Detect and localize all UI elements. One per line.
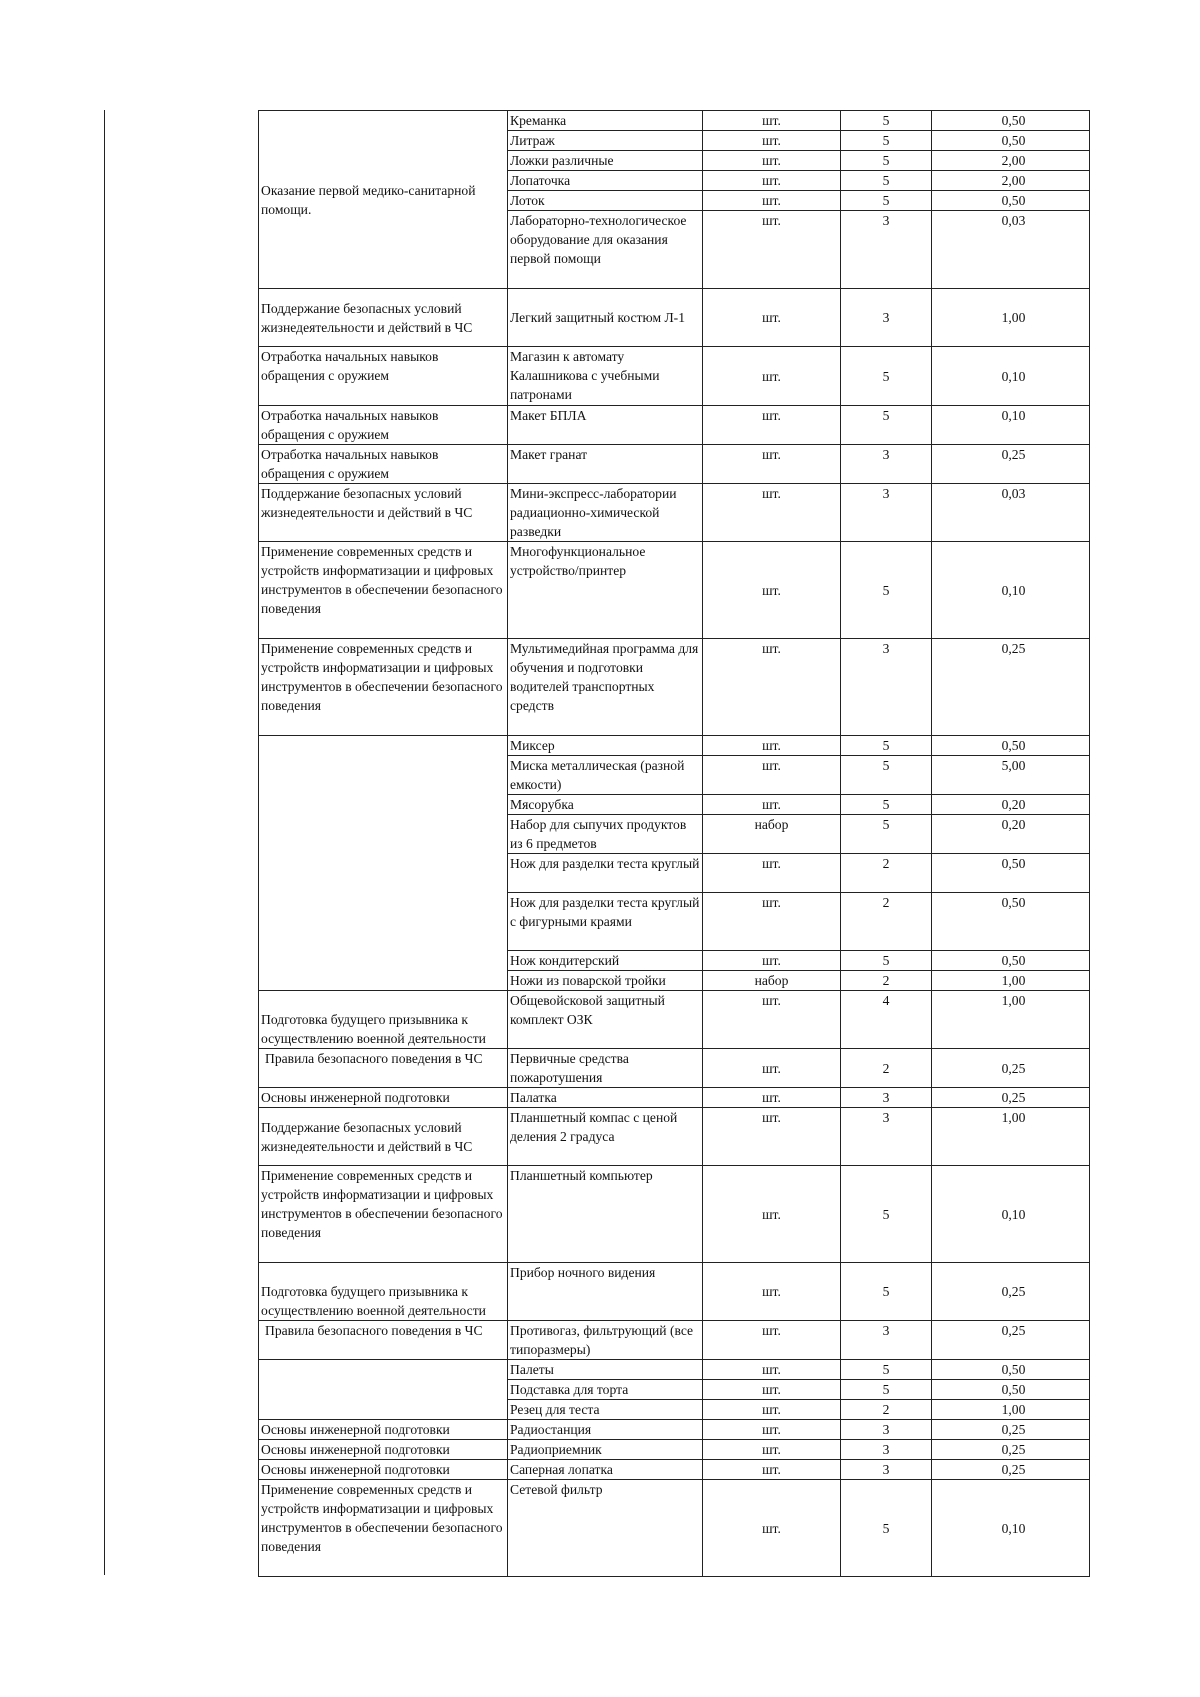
norm-cell: 0,25: [932, 1049, 1090, 1088]
qty-cell: 5: [841, 951, 932, 971]
purpose-cell: Поддержание безопасных условий жизнедеятельности и действий в ЧС: [259, 1108, 508, 1166]
purpose-cell: Подготовка будущего призывника к осуществлению военной деятельности: [259, 1263, 508, 1321]
qty-cell: 5: [841, 171, 932, 191]
table-row: [259, 1480, 1090, 1577]
qty-cell: 2: [841, 854, 932, 893]
purpose-cell: Основы инженерной подготовки: [259, 1460, 508, 1480]
item-cell: Ложки различные: [508, 151, 703, 171]
qty-cell: 5: [841, 347, 932, 406]
qty-cell: 5: [841, 111, 932, 131]
norm-cell: 1,00: [932, 971, 1090, 991]
table-row: [259, 1440, 1090, 1460]
purpose-cell: Применение современных средств и устройств информатизации и цифровых инструментов в обеспечении безопасного поведения: [259, 639, 508, 736]
purpose-cell: Основы инженерной подготовки: [259, 1088, 508, 1108]
unit-cell: шт.: [703, 854, 841, 893]
qty-cell: 5: [841, 1263, 932, 1321]
purpose-cell: Отработка начальных навыков обращения с оружием: [259, 347, 508, 406]
norm-cell: 0,50: [932, 191, 1090, 211]
qty-cell: 3: [841, 1088, 932, 1108]
table-row: [259, 1049, 1090, 1088]
item-cell: Палатка: [508, 1088, 703, 1108]
norm-cell: 0,25: [932, 1440, 1090, 1460]
qty-cell: 3: [841, 445, 932, 484]
qty-cell: 5: [841, 795, 932, 815]
table-row: [259, 639, 1090, 736]
unit-cell: шт.: [703, 1400, 841, 1420]
table-row: [259, 1460, 1090, 1480]
unit-cell: набор: [703, 971, 841, 991]
purpose-cell: [259, 736, 508, 991]
qty-cell: 2: [841, 893, 932, 951]
item-cell: Нож кондитерский: [508, 951, 703, 971]
unit-cell: шт.: [703, 1108, 841, 1166]
unit-cell: шт.: [703, 756, 841, 795]
norm-cell: 0,50: [932, 131, 1090, 151]
qty-cell: 3: [841, 484, 932, 542]
item-cell: Набор для сыпучих продуктов из 6 предметов: [508, 815, 703, 854]
unit-cell: шт.: [703, 191, 841, 211]
unit-cell: шт.: [703, 131, 841, 151]
table-row: [259, 1360, 1090, 1380]
unit-cell: шт.: [703, 406, 841, 445]
table-row: [259, 542, 1090, 639]
item-cell: Планшетный компас с ценой деления 2 градуса: [508, 1108, 703, 1166]
qty-cell: 4: [841, 991, 932, 1049]
item-cell: Нож для разделки теста круглый: [508, 854, 703, 893]
qty-cell: 5: [841, 542, 932, 639]
item-cell: Нож для разделки теста круглый с фигурными краями: [508, 893, 703, 951]
item-cell: Прибор ночного видения: [508, 1263, 703, 1321]
purpose-cell: Правила безопасного поведения в ЧС: [259, 1049, 508, 1088]
item-cell: Резец для теста: [508, 1400, 703, 1420]
unit-cell: шт.: [703, 1360, 841, 1380]
item-cell: Общевойсковой защитный комплект ОЗК: [508, 991, 703, 1049]
unit-cell: шт.: [703, 347, 841, 406]
table-row: [259, 1108, 1090, 1166]
unit-cell: шт.: [703, 795, 841, 815]
unit-cell: шт.: [703, 1480, 841, 1577]
item-cell: Подставка для торта: [508, 1380, 703, 1400]
equipment-table-container: [258, 110, 1090, 1577]
item-cell: Сетевой фильтр: [508, 1480, 703, 1577]
unit-cell: шт.: [703, 1166, 841, 1263]
norm-cell: 0,10: [932, 542, 1090, 639]
norm-cell: 1,00: [932, 991, 1090, 1049]
unit-cell: шт.: [703, 1088, 841, 1108]
unit-cell: шт.: [703, 951, 841, 971]
item-cell: Мясорубка: [508, 795, 703, 815]
item-cell: Магазин к автомату Калашникова с учебными патронами: [508, 347, 703, 406]
qty-cell: 2: [841, 971, 932, 991]
norm-cell: 0,25: [932, 1321, 1090, 1360]
unit-cell: шт.: [703, 639, 841, 736]
purpose-cell: Правила безопасного поведения в ЧС: [259, 1321, 508, 1360]
qty-cell: 3: [841, 1108, 932, 1166]
purpose-cell: Основы инженерной подготовки: [259, 1420, 508, 1440]
unit-cell: шт.: [703, 171, 841, 191]
table-row: [259, 111, 1090, 131]
unit-cell: шт.: [703, 1049, 841, 1088]
norm-cell: 1,00: [932, 1400, 1090, 1420]
qty-cell: 5: [841, 1360, 932, 1380]
qty-cell: 5: [841, 1380, 932, 1400]
qty-cell: 3: [841, 639, 932, 736]
norm-cell: 2,00: [932, 151, 1090, 171]
table-row: [259, 1263, 1090, 1321]
item-cell: Саперная лопатка: [508, 1460, 703, 1480]
unit-cell: шт.: [703, 1420, 841, 1440]
qty-cell: 2: [841, 1049, 932, 1088]
norm-cell: 0,25: [932, 1263, 1090, 1321]
purpose-cell: Поддержание безопасных условий жизнедеятельности и действий в ЧС: [259, 484, 508, 542]
unit-cell: шт.: [703, 445, 841, 484]
norm-cell: 0,25: [932, 1420, 1090, 1440]
item-cell: Ножи из поварской тройки: [508, 971, 703, 991]
item-cell: Миксер: [508, 736, 703, 756]
norm-cell: 2,00: [932, 171, 1090, 191]
table-row: [259, 1166, 1090, 1263]
norm-cell: 0,50: [932, 854, 1090, 893]
norm-cell: 0,25: [932, 639, 1090, 736]
qty-cell: 3: [841, 1440, 932, 1460]
purpose-cell: Подготовка будущего призывника к осуществлению военной деятельности: [259, 991, 508, 1049]
norm-cell: 1,00: [932, 289, 1090, 347]
equipment-table: [258, 110, 1090, 1577]
purpose-cell: Применение современных средств и устройств информатизации и цифровых инструментов в обеспечении безопасного поведения: [259, 1166, 508, 1263]
qty-cell: 5: [841, 131, 932, 151]
purpose-cell: Применение современных средств и устройств информатизации и цифровых инструментов в обеспечении безопасного поведения: [259, 542, 508, 639]
table-row: [259, 445, 1090, 484]
norm-cell: 0,25: [932, 1088, 1090, 1108]
unit-cell: шт.: [703, 484, 841, 542]
item-cell: Легкий защитный костюм Л-1: [508, 289, 703, 347]
qty-cell: 3: [841, 1420, 932, 1440]
purpose-cell: [259, 1360, 508, 1420]
table-row: [259, 347, 1090, 406]
norm-cell: 0,10: [932, 1480, 1090, 1577]
purpose-cell: Отработка начальных навыков обращения с оружием: [259, 445, 508, 484]
table-row: [259, 484, 1090, 542]
unit-cell: шт.: [703, 736, 841, 756]
qty-cell: 5: [841, 756, 932, 795]
unit-cell: шт.: [703, 991, 841, 1049]
item-cell: Макет гранат: [508, 445, 703, 484]
norm-cell: 0,20: [932, 795, 1090, 815]
purpose-cell: Поддержание безопасных условий жизнедеятельности и действий в ЧС: [259, 289, 508, 347]
item-cell: Лопаточка: [508, 171, 703, 191]
table-row: [259, 1088, 1090, 1108]
qty-cell: 5: [841, 151, 932, 171]
item-cell: Мультимедийная программа для обучения и подготовки водителей транспортных средств: [508, 639, 703, 736]
item-cell: Миска металлическая (разной емкости): [508, 756, 703, 795]
item-cell: Литраж: [508, 131, 703, 151]
qty-cell: 5: [841, 406, 932, 445]
unit-cell: шт.: [703, 1440, 841, 1460]
unit-cell: шт.: [703, 1380, 841, 1400]
norm-cell: 0,03: [932, 211, 1090, 289]
unit-cell: шт.: [703, 289, 841, 347]
qty-cell: 5: [841, 1480, 932, 1577]
item-cell: Лабораторно-технологическое оборудование для оказания первой помощи: [508, 211, 703, 289]
qty-cell: 5: [841, 815, 932, 854]
purpose-cell: Оказание первой медико-санитарной помощи.: [259, 111, 508, 289]
table-row: [259, 736, 1090, 756]
item-cell: Противогаз, фильтрующий (все типоразмеры): [508, 1321, 703, 1360]
table-row: [259, 406, 1090, 445]
qty-cell: 5: [841, 191, 932, 211]
unit-cell: шт.: [703, 1263, 841, 1321]
qty-cell: 3: [841, 1321, 932, 1360]
unit-cell: шт.: [703, 1460, 841, 1480]
left-margin-rule: [104, 110, 105, 1575]
item-cell: Радиостанция: [508, 1420, 703, 1440]
norm-cell: 1,00: [932, 1108, 1090, 1166]
norm-cell: 0,50: [932, 893, 1090, 951]
norm-cell: 0,50: [932, 111, 1090, 131]
table-row: [259, 1420, 1090, 1440]
qty-cell: 3: [841, 289, 932, 347]
item-cell: Мини-экспресс-лаборатории радиационно-химической разведки: [508, 484, 703, 542]
unit-cell: шт.: [703, 542, 841, 639]
norm-cell: 0,50: [932, 951, 1090, 971]
item-cell: Макет БПЛА: [508, 406, 703, 445]
norm-cell: 0,50: [932, 1380, 1090, 1400]
norm-cell: 5,00: [932, 756, 1090, 795]
norm-cell: 0,25: [932, 445, 1090, 484]
item-cell: Планшетный компьютер: [508, 1166, 703, 1263]
item-cell: Креманка: [508, 111, 703, 131]
qty-cell: 3: [841, 1460, 932, 1480]
norm-cell: 0,03: [932, 484, 1090, 542]
norm-cell: 0,20: [932, 815, 1090, 854]
qty-cell: 5: [841, 736, 932, 756]
norm-cell: 0,50: [932, 736, 1090, 756]
unit-cell: набор: [703, 815, 841, 854]
unit-cell: шт.: [703, 211, 841, 289]
unit-cell: шт.: [703, 1321, 841, 1360]
table-row: [259, 1321, 1090, 1360]
item-cell: Палеты: [508, 1360, 703, 1380]
item-cell: Радиоприемник: [508, 1440, 703, 1460]
norm-cell: 0,10: [932, 406, 1090, 445]
qty-cell: 2: [841, 1400, 932, 1420]
purpose-cell: Отработка начальных навыков обращения с оружием: [259, 406, 508, 445]
qty-cell: 5: [841, 1166, 932, 1263]
item-cell: Лоток: [508, 191, 703, 211]
purpose-cell: Основы инженерной подготовки: [259, 1440, 508, 1460]
item-cell: Первичные средства пожаротушения: [508, 1049, 703, 1088]
unit-cell: шт.: [703, 893, 841, 951]
norm-cell: 0,10: [932, 347, 1090, 406]
qty-cell: 3: [841, 211, 932, 289]
norm-cell: 0,25: [932, 1460, 1090, 1480]
item-cell: Многофункциональное устройство/принтер: [508, 542, 703, 639]
norm-cell: 0,10: [932, 1166, 1090, 1263]
purpose-cell: Применение современных средств и устройств информатизации и цифровых инструментов в обеспечении безопасного поведения: [259, 1480, 508, 1577]
norm-cell: 0,50: [932, 1360, 1090, 1380]
table-row: [259, 991, 1090, 1049]
table-row: [259, 289, 1090, 347]
unit-cell: шт.: [703, 151, 841, 171]
unit-cell: шт.: [703, 111, 841, 131]
